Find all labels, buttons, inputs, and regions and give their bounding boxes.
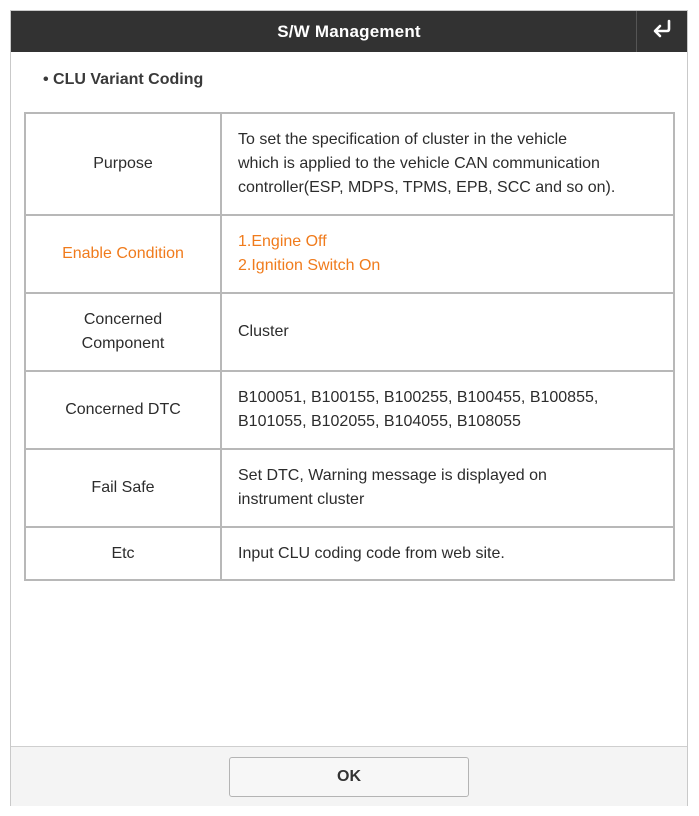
value-line: instrument cluster (238, 491, 365, 508)
back-button[interactable] (636, 11, 687, 52)
row-label: Fail Safe (25, 449, 221, 527)
row-value (221, 113, 674, 215)
label-line: Component (81, 335, 165, 352)
value-line: B100051, B100155, B100255, B100455, B100855, (238, 389, 599, 406)
value-line: Cluster (238, 323, 289, 340)
section-heading: • CLU Variant Coding (43, 71, 204, 88)
row-value (221, 527, 674, 580)
row-label: Concerned DTC (25, 371, 221, 449)
value-line: 2.Ignition Switch On (238, 257, 381, 274)
row-label: Purpose (25, 113, 221, 215)
value-line: controller(ESP, MDPS, TPMS, EPB, SCC and so on). (238, 179, 616, 196)
row-value (221, 449, 674, 527)
row-value (221, 215, 674, 293)
table-row-fail-safe (25, 449, 674, 527)
value-line: To set the specification of cluster in the vehicle (238, 131, 568, 148)
table-row-enable-condition (25, 215, 674, 293)
return-arrow-icon (651, 19, 673, 44)
value-line: Input CLU coding code from web site. (238, 544, 505, 562)
dialog-footer (11, 746, 687, 806)
title-bar (11, 11, 687, 52)
table-row-purpose (25, 113, 674, 215)
value-line: Set DTC, Warning message is displayed on (238, 467, 547, 484)
value-line: 1.Engine Off (238, 233, 327, 250)
row-label: Etc (25, 527, 221, 580)
row-value (221, 293, 674, 371)
table-row-etc (25, 527, 674, 580)
ok-button[interactable]: OK (229, 757, 469, 797)
row-label: Enable Condition (25, 215, 221, 293)
info-table (24, 112, 675, 581)
table-row-concerned-dtc (25, 371, 674, 449)
value-line: B101055, B102055, B104055, B108055 (238, 413, 521, 430)
row-label (25, 293, 221, 371)
dialog-title: S/W Management (277, 21, 421, 41)
sw-management-dialog (10, 10, 688, 806)
row-value (221, 371, 674, 449)
table-row-concerned-component (25, 293, 674, 371)
label-line: Concerned (83, 311, 163, 328)
value-line: which is applied to the vehicle CAN communication (238, 155, 600, 172)
